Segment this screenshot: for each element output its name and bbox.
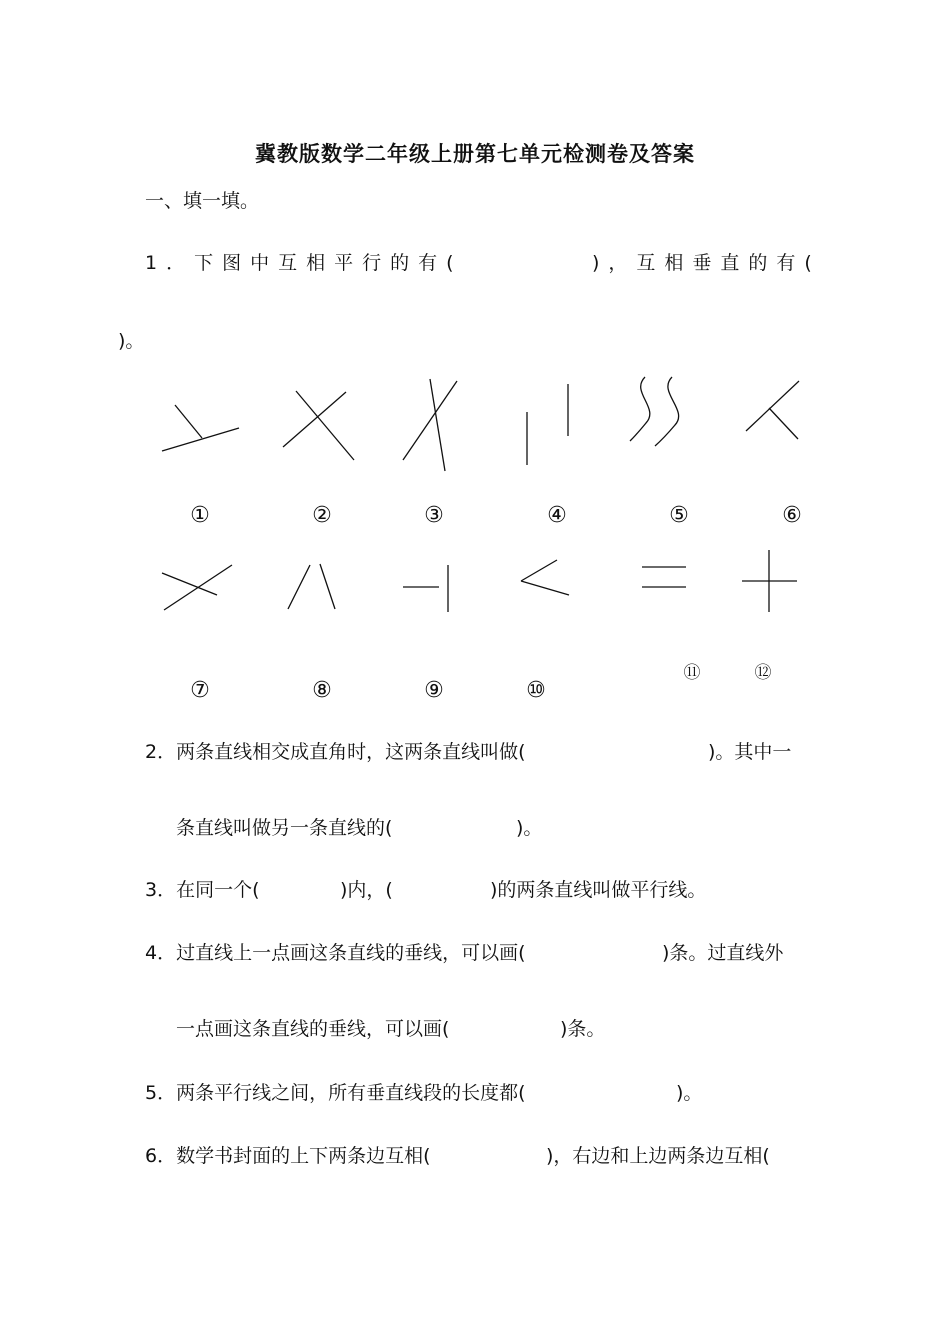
figure-label-10: ⑩: [526, 678, 546, 703]
section-heading: 一、填一填。: [145, 190, 260, 212]
q4-text-b: )条。过直线外: [662, 942, 784, 964]
figure-label-3: ③: [424, 503, 444, 528]
figure-6: [746, 381, 799, 439]
figure-label-1: ①: [190, 503, 210, 528]
q3-text-b: )内，(: [340, 879, 393, 901]
figure-1: [162, 405, 239, 451]
q1-text-a: 1．下图中互相平行的有(: [145, 252, 463, 274]
figure-5: [630, 377, 679, 446]
figure-label-4: ④: [547, 503, 567, 528]
figure-8: [288, 564, 335, 609]
q3-text-c: )的两条直线叫做平行线。: [490, 879, 707, 901]
figure-2: [283, 391, 354, 460]
q4-text-d: )条。: [560, 1018, 606, 1040]
q1-text-b: )，互相垂直的有(: [592, 252, 821, 274]
figure-label-5: ⑤: [669, 503, 689, 528]
q5-text-a: 5．两条平行线之间，所有垂直线段的长度都(: [145, 1082, 526, 1104]
figure-label-7: ⑦: [190, 678, 210, 703]
figure-9: [403, 565, 448, 612]
q4-text-c: 一点画这条直线的垂线，可以画(: [176, 1018, 450, 1040]
figure-10: [521, 560, 569, 595]
figure-label-8: ⑧: [312, 678, 332, 703]
q5-text-b: )。: [676, 1082, 703, 1104]
q6-text-b: )，右边和上边两条边互相(: [546, 1145, 770, 1167]
q2-text-a: 2．两条直线相交成直角时，这两条直线叫做(: [145, 741, 526, 763]
figure-label-12: ⑫: [754, 663, 772, 683]
q4-text-a: 4．过直线上一点画这条直线的垂线，可以画(: [145, 942, 526, 964]
figure-label-2: ②: [312, 503, 332, 528]
figure-3: [403, 379, 457, 471]
q1-text-c: )。: [118, 330, 145, 352]
figure-4: [527, 384, 568, 465]
q2-text-b: )。其中一: [708, 741, 792, 763]
q2-text-c: 条直线叫做另一条直线的(: [176, 817, 393, 839]
page-title: 冀教版数学二年级上册第七单元检测卷及答案: [255, 142, 695, 166]
figure-7: [162, 565, 232, 610]
figure-label-6: ⑥: [782, 503, 802, 528]
q3-text-a: 3．在同一个(: [145, 879, 260, 901]
figure-12: [742, 550, 797, 612]
q6-text-a: 6．数学书封面的上下两条边互相(: [145, 1145, 431, 1167]
figure-11: [642, 567, 686, 587]
figure-label-11: ⑪: [683, 663, 701, 683]
q2-text-d: )。: [516, 817, 543, 839]
figure-label-9: ⑨: [424, 678, 444, 703]
